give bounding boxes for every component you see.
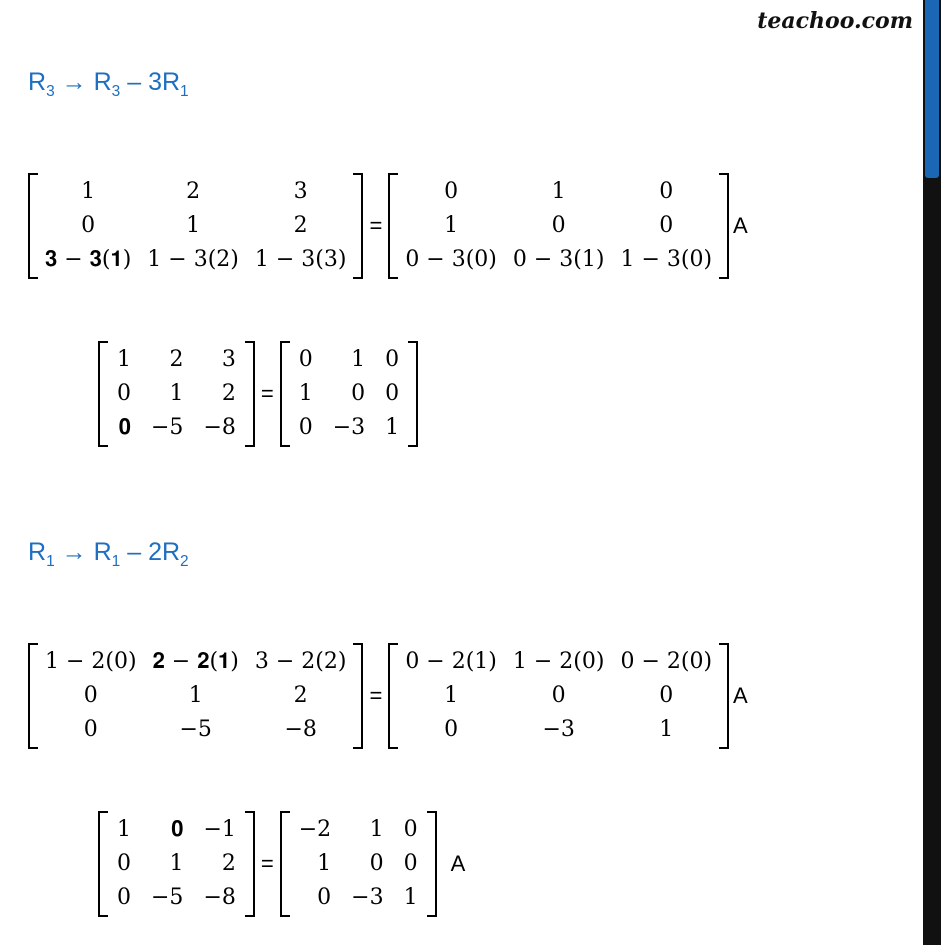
- equation-step-3: [28, 642, 748, 750]
- matrix-left: 1 2 3 0 1 2 𝟎 −5 −8: [98, 340, 255, 448]
- scrollbar-thumb[interactable]: [925, 0, 939, 178]
- matrix-a-label: A: [733, 683, 748, 708]
- equation-step-2: [98, 340, 418, 448]
- scrollbar-track[interactable]: [923, 0, 941, 945]
- matrix-left: 1 − 2(0) 𝟐 − 𝟐(𝟏) 3 − 2(2) 0 1 2 0 −5 −8: [28, 642, 363, 750]
- equation-step-4: [98, 810, 465, 918]
- equals-sign: =: [369, 683, 383, 708]
- equation-step-1: [28, 172, 748, 280]
- equals-sign: =: [260, 381, 274, 406]
- matrix-a-label: A: [733, 213, 748, 238]
- matrix-right: −2 1 0 1 0 0 0 −3 1: [280, 810, 437, 918]
- brand-logo: teachoo.com: [757, 8, 913, 34]
- matrix-right: 0 1 0 1 0 0 0 −3 1: [280, 340, 418, 448]
- row-operation-1: $R_3 \to R_3 - 3R_1$: [28, 68, 189, 100]
- equals-sign: =: [369, 213, 383, 238]
- equals-sign: =: [260, 851, 274, 876]
- matrix-left: 1 2 3 0 1 2 𝟑 − 𝟑(𝟏) 1 − 3(2) 1 − 3(3): [28, 172, 363, 280]
- matrix-left: 1 𝟎 −1 0 1 2 0 −5 −8: [98, 810, 255, 918]
- matrix-a-label: A: [450, 851, 466, 876]
- matrix-right: 0 1 0 1 0 0 0 − 3(0) 0 − 3(1) 1 − 3(0): [388, 172, 729, 280]
- row-operation-2: $R_1 \to R_1 - 2R_2$: [28, 538, 189, 570]
- matrix-right: 0 − 2(1) 1 − 2(0) 0 − 2(0) 1 0 0 0 −3 1: [388, 642, 729, 750]
